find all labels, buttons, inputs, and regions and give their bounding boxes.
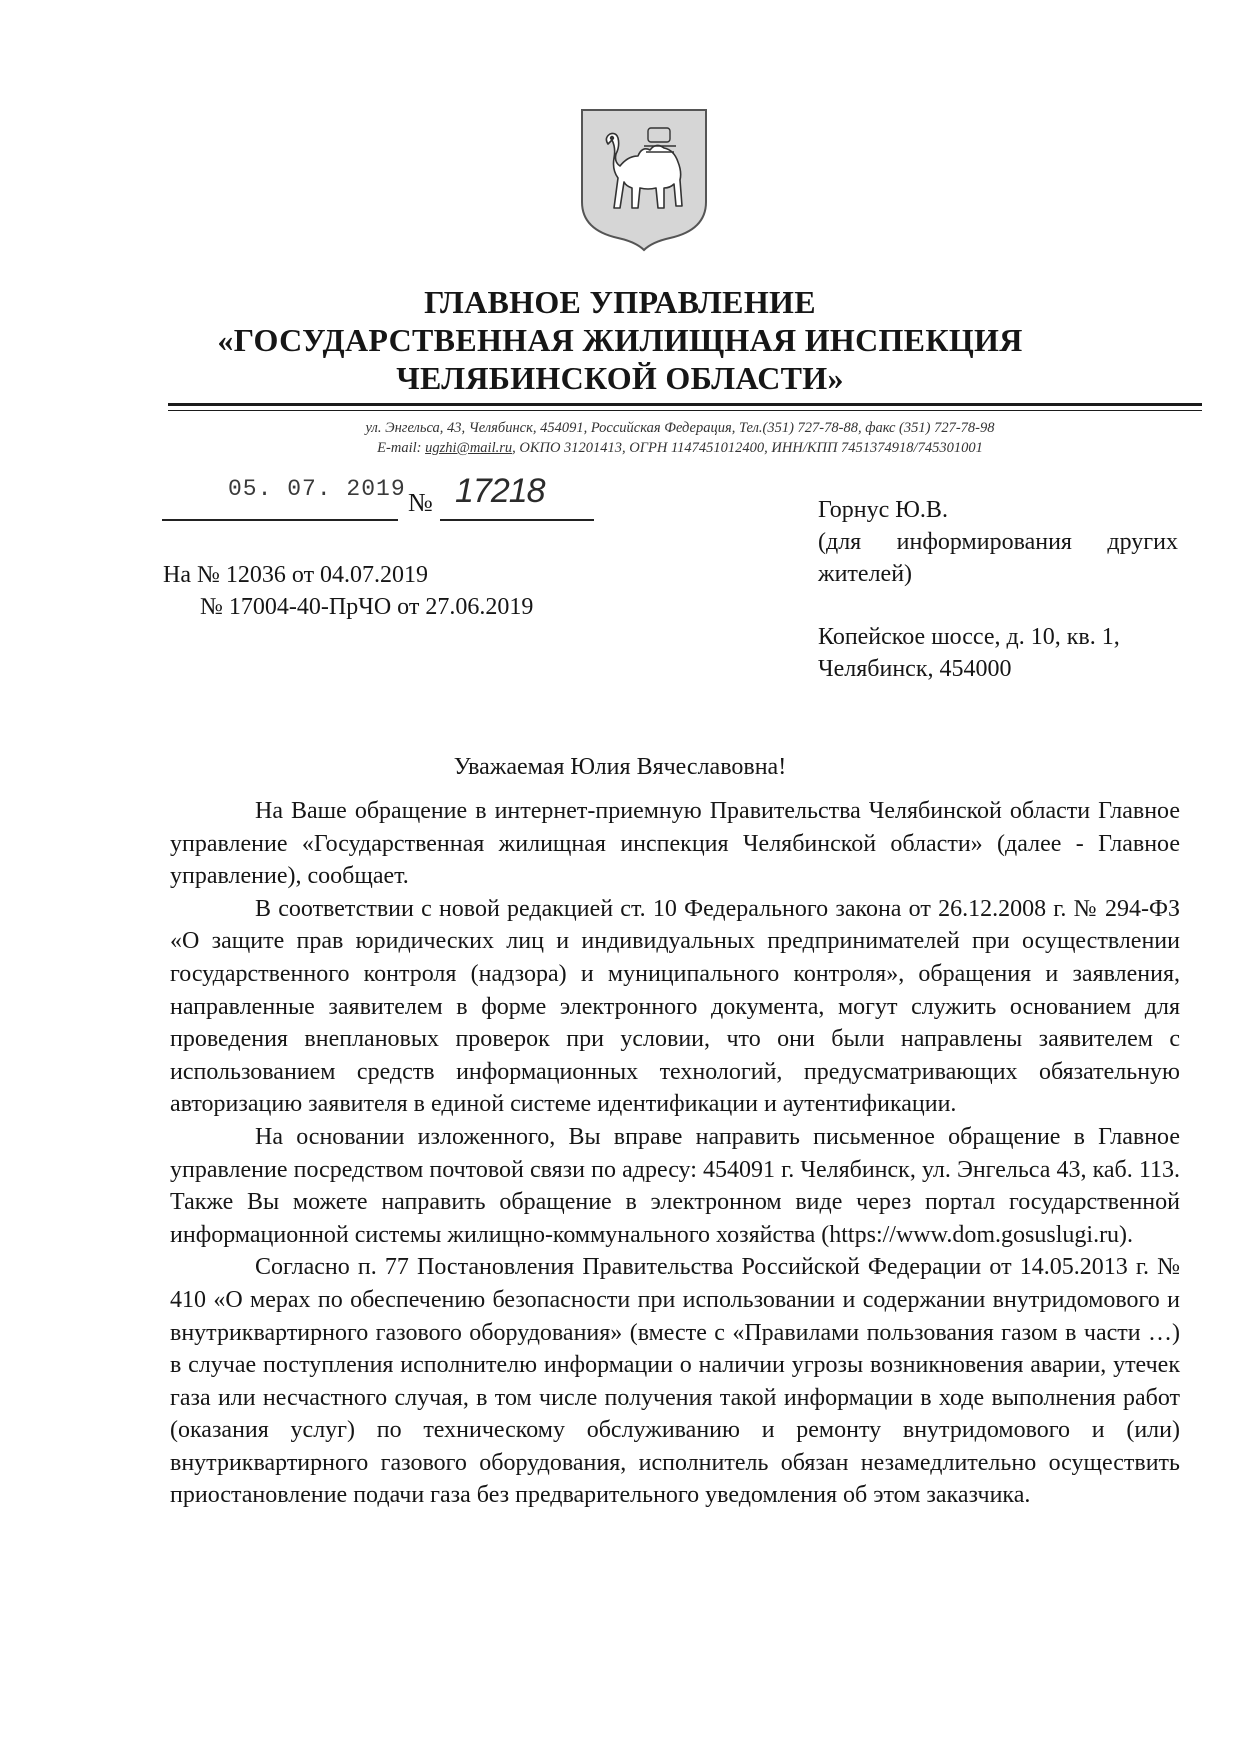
reference-line1: На № 12036 от 04.07.2019 [163,562,429,588]
header-divider-thin [168,410,1202,411]
body-paragraph: В соответствии с новой редакцией ст. 10 Федерального закона от 26.12.2008 г. № 294-ФЗ «О защите прав юридических лиц и индивидуальных предпринимателей при осуществлении государственного контроля (надзора) и муниципального контроля», обращения и заявления, направленные заявителем в форме электронного документа, могут служить основанием для проведения внеплановых проверок при условии, что они были направлены заявителем с использованием средств информационных технологий, предусматривающих обязательную авторизацию заявителя в единой системе идентификации и аутентификации. [170,895,1180,1118]
date-underline [162,519,398,521]
contact-registration-line [180,440,1180,457]
email-prefix: E-mail: [377,440,426,456]
email-link[interactable]: ugzhi@mail.ru [425,440,513,456]
body-paragraph: Согласно п. 77 Постановления Правительства Российской Федерации от 14.05.2013 г. № 410 «О мерах по обеспечению безопасности при использовании и содержании внутридомового и внутриквартирного газового оборудования» (вместе с «Правилами пользования газом в части …) в случае поступления исполнителю информации о наличии угрозы возникновения аварии, утечек газа или несчастного случая, в том числе получения такой информации в ходе выполнения работ (оказания услуг) по техническому обслуживанию и ремонту внутридомового и (или) внутриквартирного газового оборудования, исполнитель обязан незамедлительно осуществить приостановление подачи газа без предварительного уведомления об этом заказчика. [170,1254,1180,1509]
body-paragraph: На Ваше обращение в интернет-приемную Правительства Челябинской области Главное управление «Государственная жилищная инспекция Челябинской области» (далее - Главное управление), сообщает. [170,798,1180,890]
registration-codes: , ОКПО 31201413, ОГРН 1147451012400, ИНН/КПП 7451374918/745301001 [512,440,983,456]
reference-line2: № 17004-40-ПрЧО от 27.06.2019 [200,594,534,620]
outgoing-number-handwritten: 17218 [455,472,545,510]
organization-title-line3: ЧЕЛЯБИНСКОЙ ОБЛАСТИ» [396,360,844,396]
body-paragraph: На основании изложенного, Вы вправе направить письменное обращение в Главное управление посредством почтовой связи по адресу: 454091 г. Челябинск, ул. Энгельса 43, каб. 113. Также Вы можете направить обращение в электронном виде через портал государственной информационной системы жилищно-коммунального хозяйства (https://www.dom.gosuslugi.ru). [170,1123,1180,1248]
recipient-address-line1: Копейское шоссе, д. 10, кв. 1, [818,624,1120,650]
organization-title-line2: «ГОСУДАРСТВЕННАЯ ЖИЛИЩНАЯ ИНСПЕКЦИЯ [217,322,1023,358]
outgoing-date-stamp: 05. 07. 2019 [228,476,406,502]
letter-body [170,795,1180,1512]
recipient-name: Горнус Ю.В. [818,497,948,523]
coat-of-arms-icon [578,106,710,252]
number-underline [440,519,594,521]
recipient-address-line2: Челябинск, 454000 [818,656,1012,682]
contact-address-line: ул. Энгельса, 43, Челябинск, 454091, Российская Федерация, Тел.(351) 727-78-88, факс (351) 727-78-98 [365,420,995,436]
recipient-note-line2: жителей) [818,561,913,587]
header-divider-thick [168,403,1202,406]
organization-title-line1: ГЛАВНОЕ УПРАВЛЕНИЕ [424,284,816,320]
number-sign: № [408,488,433,517]
salutation: Уважаемая Юлия Вячеславовна! [453,754,787,780]
recipient-note-line1: (для информирования других [818,529,1178,555]
